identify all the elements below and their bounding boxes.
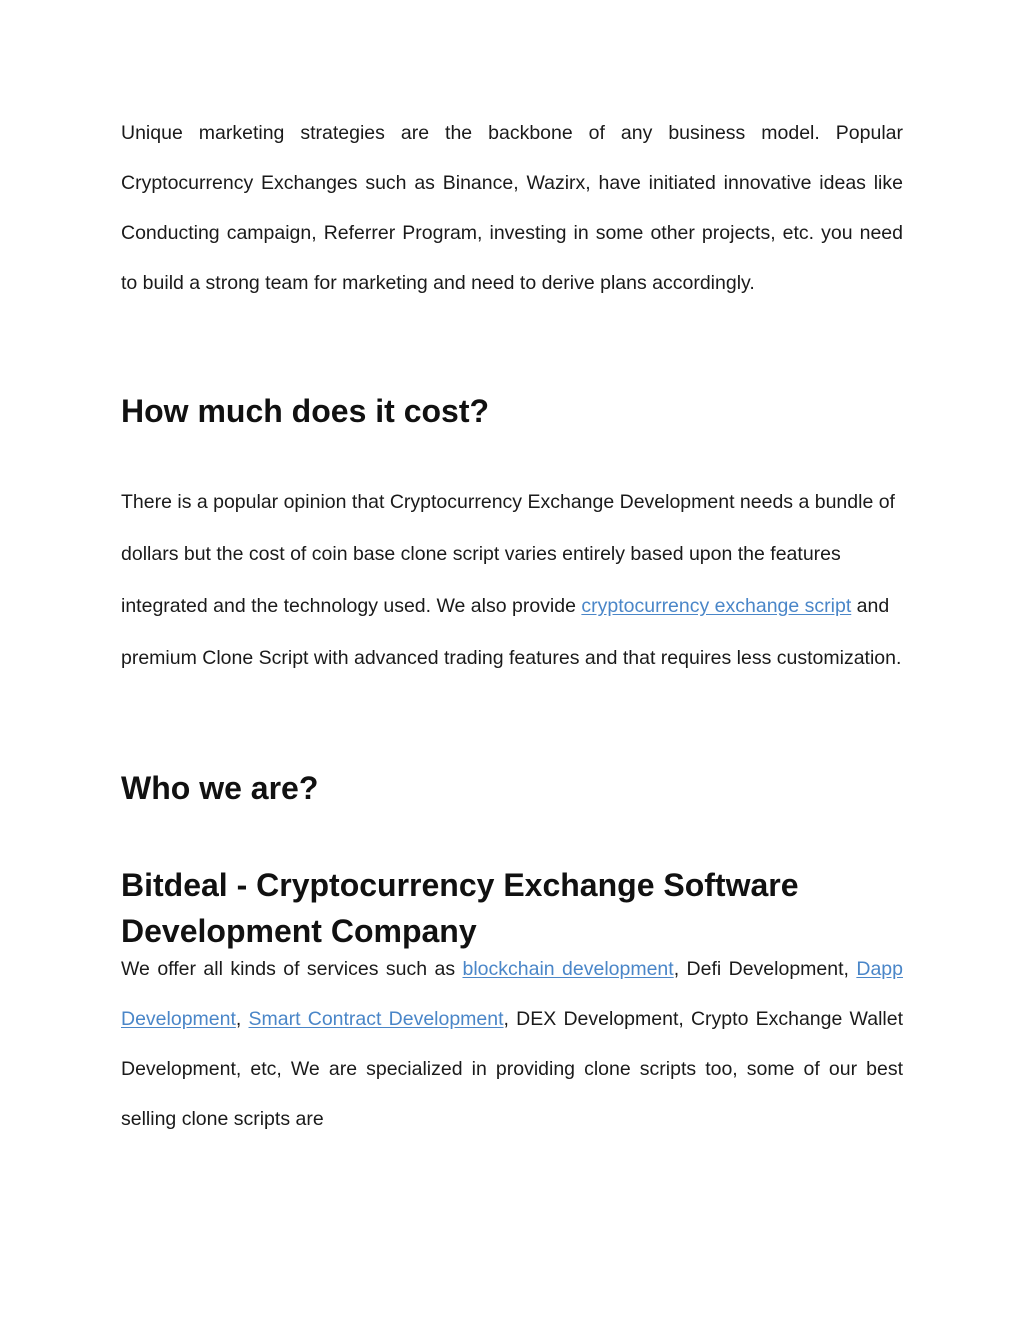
who-we-are-heading: Who we are?	[121, 770, 319, 806]
cost-text-after-link: and premium Clone Script with advanced trading features and that requires less customization.	[121, 595, 902, 669]
dapp-development-link[interactable]: Dapp Development	[121, 958, 903, 1030]
company-text-3: ,	[235, 1008, 249, 1030]
cost-heading: How much does it cost?	[121, 393, 490, 429]
company-paragraph	[121, 944, 903, 1144]
cost-text-before-link: There is a popular opinion that Cryptocurrency Exchange Development needs a bundle of dollars but the cost of coin base clone script varies entirely based upon the features integrated and the technology used. We also provide	[121, 491, 895, 617]
company-text-2: , Defi Development,	[673, 958, 857, 980]
company-text-4: , DEX Development, Crypto Exchange Wallet Development, etc, We are specialized in providing clone scripts too, some of our best selling clone scripts are	[121, 1008, 903, 1130]
company-heading: Bitdeal - Cryptocurrency Exchange Software Development Company	[121, 867, 799, 949]
blockchain-development-link[interactable]: blockchain development	[462, 958, 674, 980]
cost-paragraph	[121, 476, 903, 684]
cryptocurrency-exchange-script-link[interactable]: cryptocurrency exchange script	[581, 595, 852, 617]
intro-paragraph	[121, 108, 903, 308]
smart-contract-development-link[interactable]: Smart Contract Development	[248, 1008, 504, 1030]
intro-text: Unique marketing strategies are the backbone of any business model. Popular Cryptocurrency Exchanges such as Binance, Wazirx, have initiated innovative ideas like Conducting campaign, Referrer Program, investing in some other projects, etc. you need to build a strong team for marketing and need to derive plans accordingly.	[121, 122, 903, 294]
company-text-1: We offer all kinds of services such as	[121, 958, 463, 980]
